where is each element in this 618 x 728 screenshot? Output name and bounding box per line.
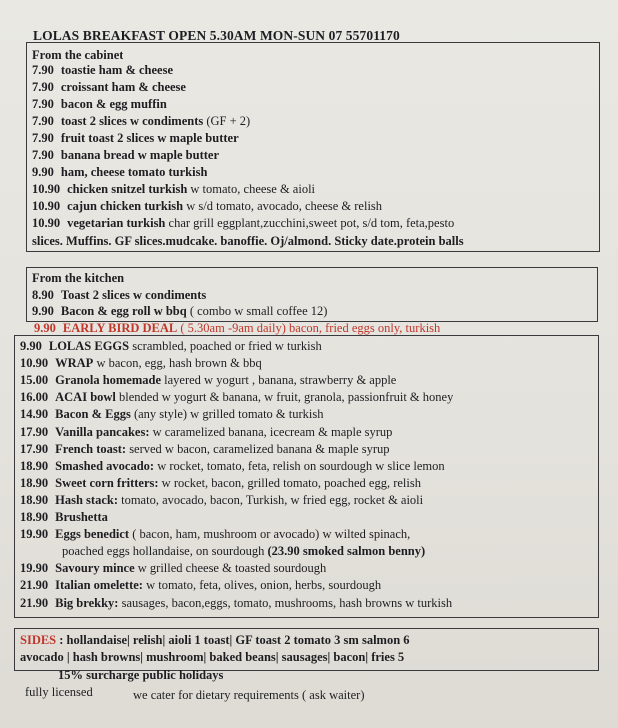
main-item-desc: w grilled cheese & toasted sourdough	[134, 561, 327, 576]
sides-label: SIDES	[20, 633, 57, 647]
main-item-desc: ( bacon, ham, mushroom or avocado) w wilted spinach,	[129, 527, 411, 542]
main-item-name: Brushetta	[55, 510, 108, 524]
dietary-note: we cater for dietary requirements ( ask waiter)	[133, 688, 365, 702]
main-item-desc: (any style) w grilled tomato & turkish	[130, 407, 324, 422]
main-item-desc: tomato, avocado, bacon, Turkish, w fried egg, rocket & aioli	[117, 492, 424, 507]
main-item-name: Savoury mince	[55, 561, 135, 576]
cabinet-item-desc: char grill eggplant,zucchini,sweet pot, s/d tom, feta,pesto	[165, 216, 455, 230]
main-item-price: 9.90	[20, 339, 42, 353]
main-item-name: Smashed avocado:	[55, 458, 155, 473]
early-bird-deal	[34, 321, 440, 336]
main-item	[20, 339, 322, 354]
main-item-price: 10.90	[20, 356, 49, 371]
main-item-desc: scrambled, poached or fried w turkish	[129, 339, 322, 353]
sides-section	[14, 628, 599, 671]
main-item-desc: sausages, bacon,eggs, tomato, mushrooms, hash browns w turkish	[118, 595, 453, 610]
main-item-price: 19.90	[20, 527, 49, 542]
cabinet-item	[32, 216, 454, 231]
main-item-name: Vanilla pancakes:	[55, 424, 150, 439]
kitchen-item-desc: ( combo w small coffee 12)	[186, 304, 328, 318]
main-item	[20, 407, 324, 422]
main-item-price: 18.90	[20, 458, 49, 473]
main-item-name: Sweet corn fritters:	[55, 475, 159, 490]
kitchen-title: From the kitchen	[32, 271, 125, 285]
kitchen-item	[32, 288, 206, 303]
cabinet-item-name: fruit toast 2 slices w maple butter	[60, 131, 239, 145]
cabinet-item-name: toastie ham & cheese	[60, 63, 173, 77]
main-item	[20, 561, 326, 576]
main-item-desc: poached eggs hollandaise, on sourdough	[62, 544, 265, 559]
cabinet-item-name: chicken snitzel turkish	[67, 182, 188, 196]
cabinet-item	[32, 80, 186, 95]
main-item-desc: blended w yogurt & banana, w fruit, granola, passionfruit & honey	[115, 390, 454, 405]
cabinet-item-price: 10.90	[32, 216, 61, 230]
main-item-name: ACAI bowl	[55, 390, 116, 405]
sides-line-1	[20, 633, 410, 648]
cabinet-item-name: banana bread w maple butter	[60, 148, 219, 162]
main-item	[20, 459, 445, 474]
main-item-price: 21.90	[20, 595, 49, 610]
main-item	[20, 373, 396, 388]
kitchen-section	[26, 267, 598, 322]
main-item	[20, 442, 390, 457]
main-item-extra: (23.90 smoked salmon benny)	[264, 544, 426, 559]
main-item-desc: w caramelized banana, icecream & maple syrup	[149, 424, 393, 439]
main-item-price: 18.90	[20, 510, 49, 524]
main-item-price: 17.90	[20, 441, 49, 456]
sides-line-2: avocado | hash browns| mushroom| baked beans| sausages| bacon| fries 5	[20, 650, 405, 664]
main-item	[55, 544, 425, 559]
kitchen-item-name: Bacon & egg roll w bbq	[60, 304, 187, 318]
main-item	[20, 493, 423, 508]
main-item	[20, 510, 108, 525]
kitchen-item-name: Toast 2 slices w condiments	[60, 288, 207, 302]
cabinet-item	[32, 131, 239, 146]
cabinet-item	[32, 148, 219, 163]
cabinet-section	[26, 42, 600, 252]
main-item-price: 18.90	[20, 492, 49, 507]
main-item-name: WRAP	[55, 356, 94, 371]
early-bird-desc: ( 5.30am -9am daily) bacon, fried eggs only, turkish	[177, 321, 441, 335]
main-item	[20, 425, 392, 440]
cabinet-item-name: ham, cheese tomato turkish	[60, 165, 208, 179]
cabinet-item-price: 10.90	[32, 199, 61, 213]
cabinet-item	[32, 97, 167, 112]
main-item	[20, 596, 452, 611]
kitchen-item-price: 8.90	[32, 288, 54, 302]
main-item-name: Granola homemade	[55, 373, 162, 388]
early-bird-price: 9.90	[34, 321, 56, 335]
main-item-desc: layered w yogurt , banana, strawberry & apple	[161, 373, 397, 388]
cabinet-extras: slices. Muffins. GF slices.mudcake. banoffie. Oj/almond. Sticky date.protein balls	[32, 234, 464, 248]
cabinet-item-name: vegetarian turkish	[67, 216, 166, 230]
cabinet-item	[32, 63, 173, 78]
cabinet-item-price: 7.90	[32, 148, 54, 162]
main-item-price: 14.90	[20, 407, 49, 422]
main-item-price: 18.90	[20, 475, 49, 490]
cabinet-item-name: toast 2 slices w condiments	[60, 114, 204, 128]
cabinet-item-name: croissant ham & cheese	[60, 80, 186, 94]
cabinet-item-price: 7.90	[32, 114, 54, 128]
cabinet-item-name: bacon & egg muffin	[60, 97, 167, 111]
sides-line-1-text: : hollandaise| relish| aioli 1 toast| GF toast 2 tomato 3 sm salmon 6	[56, 633, 410, 647]
early-bird-name: EARLY BIRD DEAL	[62, 321, 178, 335]
cabinet-item-desc: (GF + 2)	[203, 114, 251, 128]
licensed-note: fully licensed	[25, 685, 93, 699]
main-item-name: Hash stack:	[55, 492, 118, 507]
cabinet-item-price: 7.90	[32, 131, 54, 145]
main-item	[20, 578, 381, 593]
cabinet-item-price: 9.90	[32, 165, 54, 179]
cabinet-title: From the cabinet	[32, 48, 124, 62]
main-item	[20, 390, 453, 405]
surcharge-note: 15% surcharge public holidays	[58, 668, 224, 682]
main-item-desc: w tomato, feta, olives, onion, herbs, sourdough	[142, 578, 382, 593]
mains-section	[14, 335, 599, 618]
main-item-name: Big brekky:	[55, 595, 119, 610]
menu-header: LOLAS BREAKFAST OPEN 5.30AM MON-SUN 07 55701170	[33, 28, 400, 43]
main-item-price: 16.00	[20, 390, 49, 405]
cabinet-item-desc: w tomato, cheese & aioli	[187, 182, 316, 196]
cabinet-item-price: 10.90	[32, 182, 61, 196]
cabinet-item	[32, 199, 382, 214]
main-item-name: Italian omelette:	[55, 578, 143, 593]
cabinet-item	[32, 114, 250, 129]
main-item-name: Eggs benedict	[55, 527, 130, 542]
cabinet-item-price: 7.90	[32, 97, 54, 111]
kitchen-item-price: 9.90	[32, 304, 54, 318]
main-item-name: Bacon & Eggs	[55, 407, 131, 422]
main-item	[20, 356, 262, 371]
main-item-desc: served w bacon, caramelized banana & maple syrup	[126, 441, 390, 456]
main-item-price: 21.90	[20, 578, 49, 593]
main-item	[20, 476, 421, 491]
cabinet-item-desc: w s/d tomato, avocado, cheese & relish	[183, 199, 383, 213]
cabinet-item-name: cajun chicken turkish	[67, 199, 184, 213]
main-item-name: French toast:	[55, 441, 127, 456]
main-item	[20, 527, 410, 542]
kitchen-item	[32, 304, 327, 319]
cabinet-item-price: 7.90	[32, 80, 54, 94]
cabinet-item	[32, 182, 315, 197]
main-item-price: 17.90	[20, 424, 49, 439]
main-item-price: 15.00	[20, 373, 49, 388]
cabinet-item-price: 7.90	[32, 63, 54, 77]
main-item-desc: w rocket, tomato, feta, relish on sourdough w slice lemon	[154, 458, 445, 473]
main-item-price: 19.90	[20, 561, 49, 576]
cabinet-item	[32, 165, 207, 180]
main-item-desc: w bacon, egg, hash brown & bbq	[93, 356, 262, 371]
main-item-desc: w rocket, bacon, grilled tomato, poached egg, relish	[158, 475, 421, 490]
main-item-name: LOLAS EGGS	[48, 339, 130, 353]
